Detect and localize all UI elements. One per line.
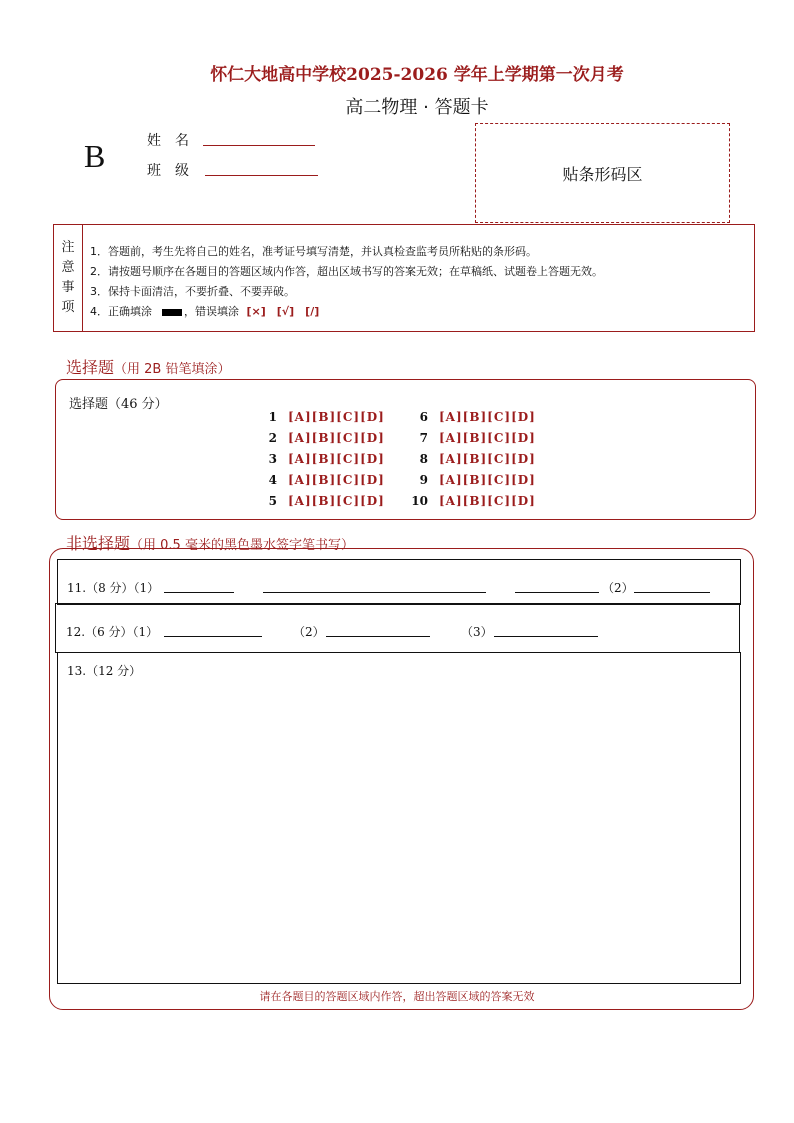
choice-section-title <box>66 355 230 378</box>
q11-blank-3[interactable] <box>515 580 599 593</box>
q12-blank-3[interactable] <box>494 624 598 637</box>
answer-bubbles[interactable]: [A][B][C][D] <box>288 410 385 424</box>
notice-item-4-wrong: ，错误填涂 <box>184 305 239 318</box>
name-field[interactable] <box>203 131 315 146</box>
question-number: 2 <box>268 431 277 445</box>
q12-part3-label: （3） <box>461 625 493 639</box>
q12-blank-1[interactable] <box>164 624 262 637</box>
subject-title: 高二物理 · 答题卡 <box>345 97 489 118</box>
question-number: 1 <box>268 410 277 424</box>
question-number: 10 <box>411 494 428 508</box>
question-number: 7 <box>419 431 428 445</box>
q11-blank-2[interactable] <box>263 580 486 593</box>
q12-part2-label: （2） <box>293 625 325 639</box>
answer-bubbles[interactable]: [A][B][C][D] <box>288 452 385 466</box>
nonchoice-title-text: 非选择题 <box>66 534 131 553</box>
wrong-fill-samples: [×] [√] [/] <box>246 305 320 318</box>
name-label: 姓 名 <box>147 133 189 149</box>
class-label: 班 级 <box>147 163 189 179</box>
answer-bubbles[interactable]: [A][B][C][D] <box>439 473 536 487</box>
answer-bubbles[interactable]: [A][B][C][D] <box>439 452 536 466</box>
question-number: 9 <box>419 473 428 487</box>
answer-bubbles[interactable]: [A][B][C][D] <box>288 431 385 445</box>
choice-box-label: 选择题（46 分） <box>69 397 168 412</box>
notice-char: 意 <box>61 260 75 275</box>
question-number: 4 <box>268 473 277 487</box>
notice-char: 项 <box>61 300 75 315</box>
notice-item-3: 3．保持卡面清洁，不要折叠、不要弄破。 <box>90 285 295 298</box>
notice-item-2: 2．请按题号顺序在各题目的答题区域内作答，超出区域书写的答案无效；在草稿纸、试题卷上答题无效。 <box>90 265 603 278</box>
correct-fill-sample <box>162 309 182 316</box>
question-number: 8 <box>419 452 428 466</box>
nonchoice-title-hint: （用 0.5 毫米的黑色墨水签字笔书写） <box>130 538 354 553</box>
choice-title-hint: （用 2B 铅笔填涂） <box>114 362 231 377</box>
q13-label: 13.（12 分） <box>67 664 142 678</box>
barcode-area <box>475 123 730 223</box>
notice-char: 事 <box>61 280 75 295</box>
class-field[interactable] <box>205 161 318 176</box>
notice-char: 注 <box>61 240 75 255</box>
notice-side-label <box>54 225 83 331</box>
q11-blank-1[interactable] <box>164 580 234 593</box>
q11-blank-4[interactable] <box>634 580 710 593</box>
q11-label: 11.（8 分）（1） <box>67 581 160 595</box>
footer-note: 请在各题目的答题区域内作答，超出答题区域的答案无效 <box>259 990 535 1003</box>
barcode-label: 贴条形码区 <box>562 164 643 184</box>
school-title: 怀仁大地高中学校2025-2026 学年上学期第一次月考 <box>210 65 624 85</box>
question-number: 3 <box>268 452 277 466</box>
question-number: 6 <box>419 410 428 424</box>
answer-bubbles[interactable]: [A][B][C][D] <box>288 494 385 508</box>
answer-bubbles[interactable]: [A][B][C][D] <box>288 473 385 487</box>
paper-type-letter: B <box>84 138 106 174</box>
question-number: 5 <box>268 494 277 508</box>
answer-bubbles[interactable]: [A][B][C][D] <box>439 410 536 424</box>
answer-bubbles[interactable]: [A][B][C][D] <box>439 431 536 445</box>
notice-item-4-prefix: 4．正确填涂 <box>90 305 152 318</box>
q12-blank-2[interactable] <box>326 624 430 637</box>
q13-answer-box[interactable] <box>57 652 741 984</box>
notice-box <box>53 224 755 332</box>
answer-bubbles[interactable]: [A][B][C][D] <box>439 494 536 508</box>
notice-item-4 <box>90 303 319 319</box>
notice-item-1: 1．答题前，考生先将自己的姓名，准考证号填写清楚，并认真检查监考员所粘贴的条形码。 <box>90 245 537 258</box>
choice-title-text: 选择题 <box>66 358 115 377</box>
q12-label: 12.（6 分）（1） <box>66 625 159 639</box>
q11-part2-label: （2） <box>602 581 634 595</box>
